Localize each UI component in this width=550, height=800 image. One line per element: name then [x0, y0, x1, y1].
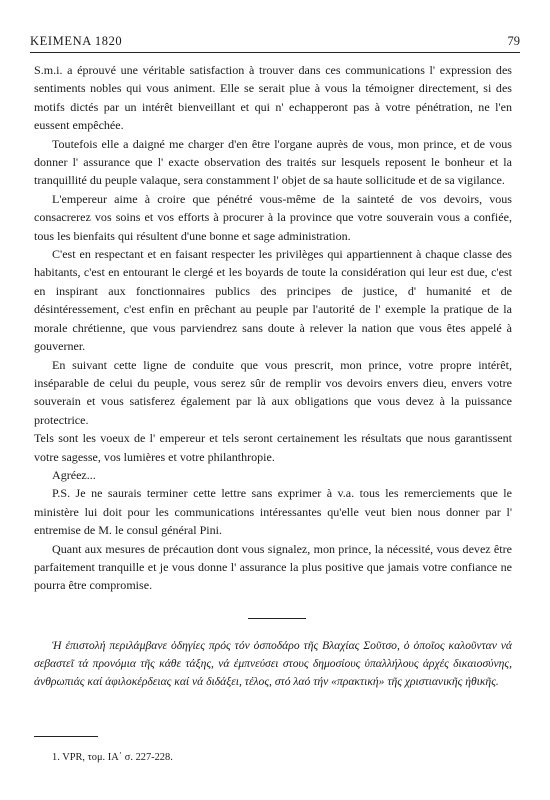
paragraph: En suivant cette ligne de conduite que vous prescrit, mon prince, votre propre intérêt, inséparable de celui du peuple, vous serez sûr de remplir vos devoirs envers dieu, envers votre souverain et vous satisferez également par là aux obligations que vous devez à la puissance protectrice. — [34, 357, 512, 427]
paragraph: C'est en respectant et en faisant respecter les privilèges qui appartiennent à chaque classe des habitants, c'est en entourant le clergé et les boyards de toute la considération qui leur est due, c'est en inspirant aux fonctionnaires publics des principes de justice, d' humanité et de désintéressement, c'est enfin en prêchant au peuple par l'autorité de l' exemple la pratique de la morale chrétienne, que vous parviendrez sans doute à relever la nation que vous êtes appelé à gouverner. — [34, 247, 512, 354]
postscript: P.S. Je ne saurais terminer cette lettre sans exprimer à v.a. tous les remerciements que le ministère lui doit pour les communications intéressantes qu'elle veut bien nous donner par l' entremise de M. le consul général Pini. — [34, 486, 512, 538]
note-text: Ἡ ἐπιστολή περιλάμβανε ὁδηγίες πρός τόν ὁσποδάρο τῆς Βλαχίας Σοῦτσο, ὁ ὁποῖος καλοῦνταν νά σεβαστεῖ τά προνόμια τῆς κάθε τάξης, νά ἐμπνεύσει στους δημοσίους ὑπαλλήλους ἀρχές δικαιοσύνης, ἀνθρωπιάς καί ἀφιλοκέρδειας καί νά διδάξει, τέλος, στό λαό τήν «πρακτική» τῆς χριστιανικῆς ἠθικῆς. — [34, 639, 512, 688]
section-divider — [248, 618, 306, 619]
running-title: ΚΕΙΜΕΝΑ 1820 — [30, 34, 123, 48]
paragraph: S.m.i. a éprouvé une véritable satisfaction à trouver dans ces communications l' expression des sentiments nobles qui vous animent. Elle se serait plue à vous la témoigner directement, si des motifs dictés par un intérêt bienveillant et qui n' echapperont pas à votre pénétration, ne l'en eussent empêchée. — [34, 63, 512, 133]
footnote-rule — [34, 736, 98, 737]
editorial-note — [34, 637, 512, 691]
paragraph: Toutefois elle a daigné me charger d'en être l'organe auprès de vous, mon prince, et de vous donner l' assurance que l' exacte observation des traités sur lesquels reposent le bonheur et la tranquillité du peuple valaque, sera constamment l' objet de sa haute sollicitude et de sa vigilance. — [34, 136, 512, 188]
page-header — [30, 34, 520, 53]
paragraph: L'empereur aime à croire que pénétré vous-même de la sainteté de vos devoirs, vous consacrerez vos soins et vos efforts à procurer à la province que votre souverain vous a confiée, tous les bienfaits qui résultent d'une bonne et sage administration. — [34, 191, 512, 243]
paragraph: Tels sont les voeux de l' empereur et tels seront certainement les résultats que nous garantissent votre sagesse, vos lumières et votre philanthropie. — [34, 431, 512, 464]
letter-body — [34, 61, 512, 595]
footnote: 1. VPR, τομ. IA΄ σ. 227-228. — [52, 752, 173, 763]
page-number: 79 — [507, 34, 520, 48]
closing-formula: Agréez... — [52, 467, 96, 482]
paragraph: Quant aux mesures de précaution dont vous signalez, mon prince, la nécessité, vous devez être parfaitement tranquille et je vous donne l' assurance la plus positive que jamais votre confiance ne pourra être compromise. — [34, 541, 512, 593]
